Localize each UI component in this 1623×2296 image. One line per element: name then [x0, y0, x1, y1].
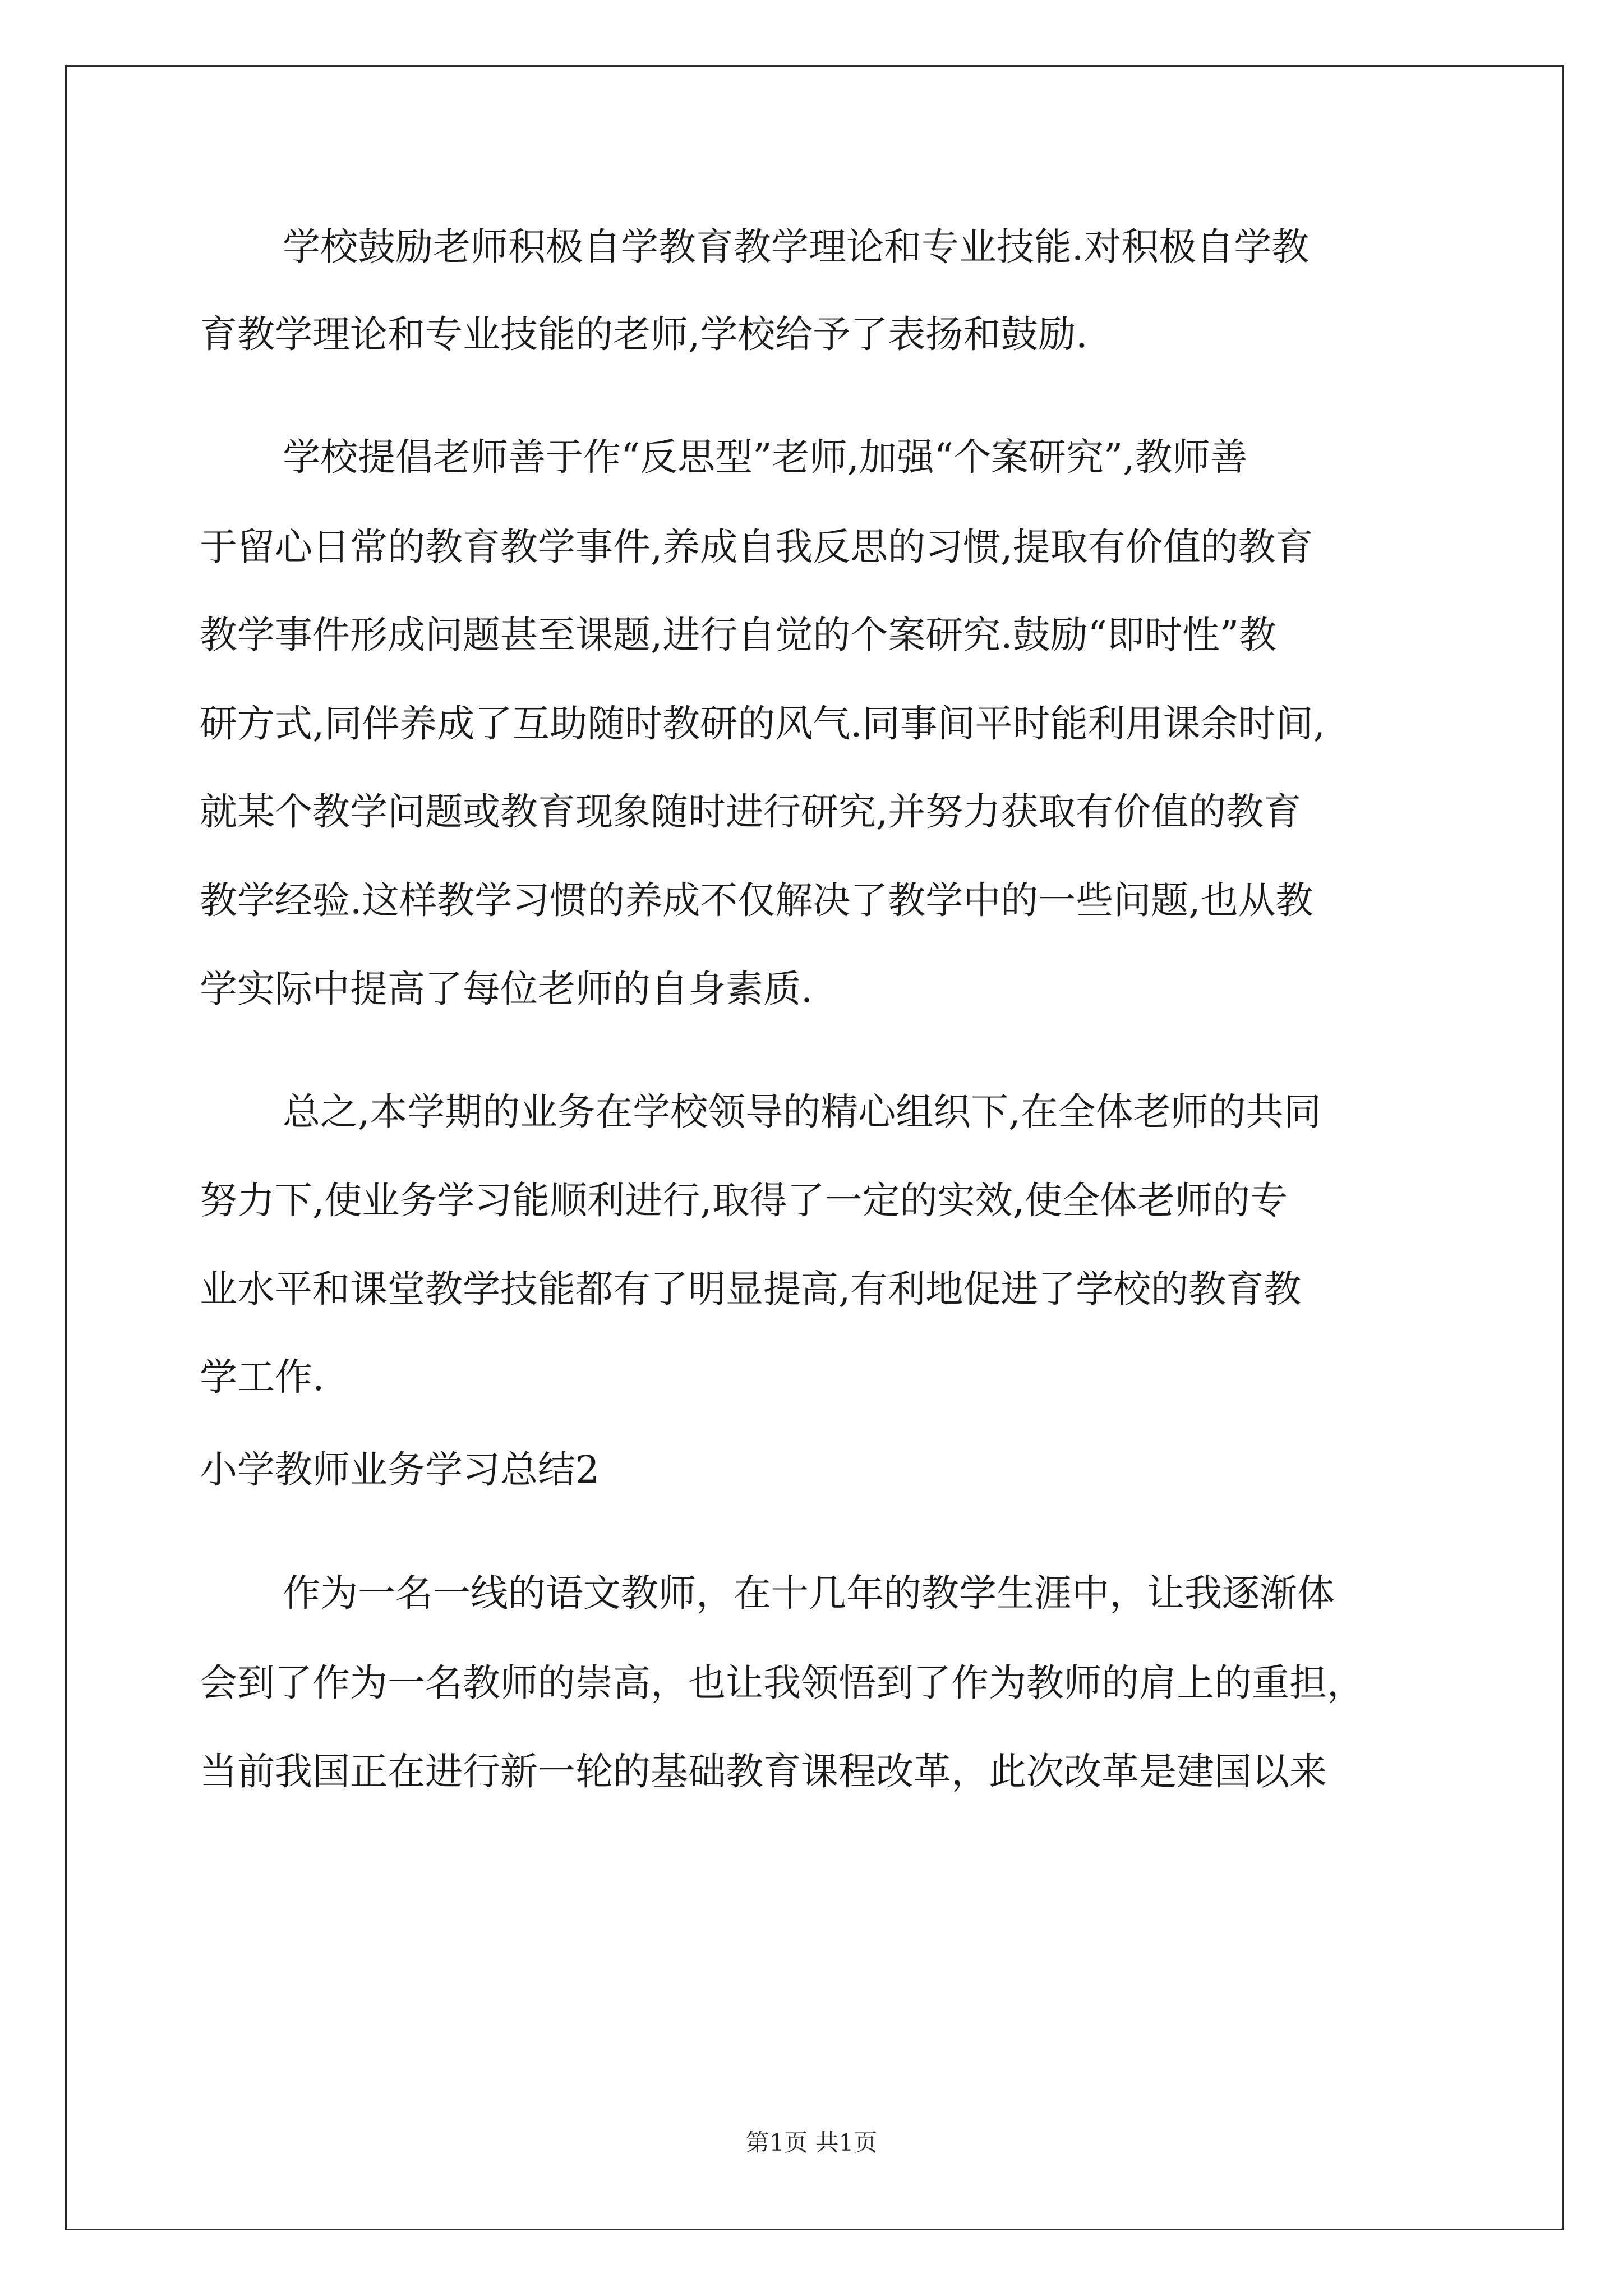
paragraph-line: 学校鼓励老师积极自学教育教学理论和专业技能.对积极自学教 — [283, 225, 1310, 269]
paragraph-line: 就某个教学问题或教育现象随时进行研究,并努力获取有价值的教育 — [200, 790, 1302, 834]
paragraph-line: 业水平和课堂教学技能都有了明显提高,有利地促进了学校的教育教 — [200, 1267, 1302, 1311]
paragraph-line: 努力下,使业务学习能顺利进行,取得了一定的实效,使全体老师的专 — [200, 1179, 1288, 1222]
section-heading: 小学教师业务学习总结2 — [200, 1448, 600, 1492]
paragraph-line: 教学事件形成问题甚至课题,进行自觉的个案研究.鼓励“即时性”教 — [200, 613, 1277, 657]
paragraph-line: 会到了作为一名教师的崇高，也让我领悟到了作为教师的肩上的重担， — [200, 1661, 1364, 1705]
paragraph-line: 总之,本学期的业务在学校领导的精心组织下,在全体老师的共同 — [283, 1090, 1321, 1134]
paragraph-line: 学工作. — [200, 1355, 325, 1399]
paragraph-line: 教学经验.这样教学习惯的养成不仅解决了教学中的一些问题,也从教 — [200, 878, 1313, 922]
paragraph-line: 于留心日常的教育教学事件,养成自我反思的习惯,提取有价值的教育 — [200, 525, 1313, 569]
page-number-footer: 第1页 共1页 — [745, 2129, 878, 2156]
paragraph-line: 学实际中提高了每位老师的自身素质. — [200, 967, 813, 1011]
paragraph-line: 作为一名一线的语文教师，在十几年的教学生涯中，让我逐渐体 — [283, 1571, 1335, 1615]
paragraph-line: 研方式,同伴养成了互助随时教研的风气.同事间平时能利用课余时间, — [200, 702, 1325, 746]
paragraph-line: 当前我国正在进行新一轮的基础教育课程改革，此次改革是建国以来 — [200, 1750, 1327, 1793]
paragraph-line: 育教学理论和专业技能的老师,学校给予了表扬和鼓励. — [200, 312, 1088, 356]
paragraph-line: 学校提倡老师善于作“反思型”老师,加强“个案研究”,教师善 — [283, 435, 1248, 479]
page-border — [65, 65, 1564, 2230]
